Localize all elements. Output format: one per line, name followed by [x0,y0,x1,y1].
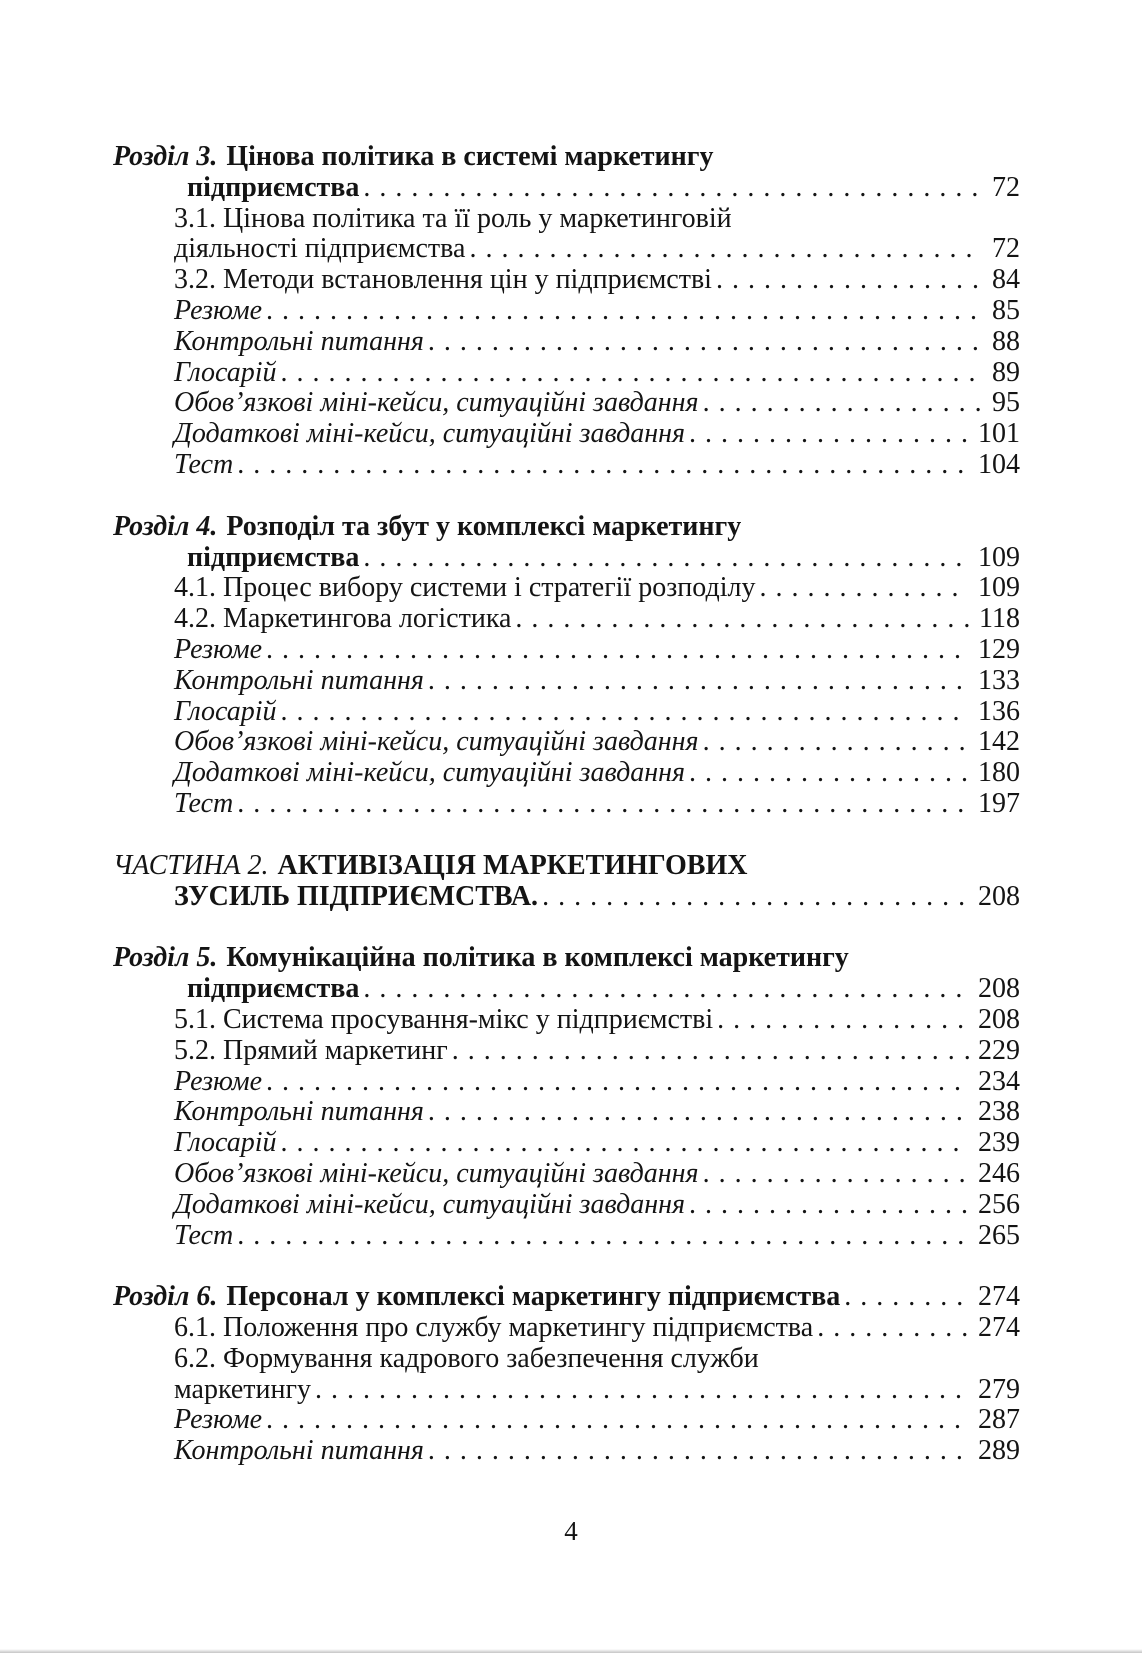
toc-entry-line [174,758,1020,789]
toc-entry-title: Глосарій [174,356,277,388]
toc-entry-line [174,358,1020,389]
toc-entry-title: 5.1. Система просування-мікс у підприємстві [174,1003,714,1035]
toc-entry-line [113,943,1020,974]
toc-page-number: 104 [978,448,1020,480]
toc-entry-title: Резюме [174,1404,263,1436]
toc-entry-line [174,1344,1020,1375]
toc-page-number: 274 [978,1281,1020,1313]
chapter-prefix: Розділ 5. [113,942,218,974]
toc-page-number: 208 [978,1003,1020,1035]
toc-page-number: 136 [978,695,1020,727]
dot-leader [703,1159,969,1190]
toc-page-number: 197 [978,787,1020,819]
toc-page-number: 89 [992,356,1020,388]
chapter-prefix: Розділ 4. [113,510,218,542]
toc-entry-line [174,666,1020,697]
toc-page-number: 229 [978,1034,1020,1066]
dot-leader [515,604,970,635]
toc-entry-line [174,635,1020,666]
dot-leader [428,1436,969,1467]
dot-leader [363,543,969,574]
toc-entry-line [187,974,1020,1005]
toc-entry-title: 4.2. Маркетингова логістика [174,603,512,635]
dot-leader [315,1375,969,1406]
toc-entry-title: Контрольні питання [174,1096,424,1128]
toc-entry-title: Контрольні питання [174,664,424,696]
table-of-contents [0,142,1020,1467]
toc-entry-title: маркетингу [174,1373,311,1405]
toc-entry-title: Розподіл та збут у комплексі маркетингу [226,510,742,542]
toc-entry-title: Додаткові міні-кейси, ситуаційні завдання [174,757,686,789]
toc-entry-title: АКТИВІЗАЦІЯ МАРКЕТИНГОВИХ [277,849,748,881]
toc-page-number: 238 [978,1096,1020,1128]
toc-entry-title: Резюме [174,633,263,665]
dot-leader [237,1221,969,1252]
toc-entry-title: 6.2. Формування кадрового забезпечення служби [174,1342,759,1374]
toc-entry-line [174,450,1020,481]
toc-entry-title: Обов’язкові міні-кейси, ситуаційні завдання [174,387,699,419]
page-bottom-edge [0,1649,1142,1653]
toc-page-number: 84 [992,264,1020,296]
dot-leader [469,234,983,265]
toc-entry-line [174,1221,1020,1252]
toc-entry-line [174,1005,1020,1036]
dot-leader [428,327,983,358]
toc-page-number: 274 [978,1312,1020,1344]
toc-page-number: 279 [978,1373,1020,1405]
toc-page-number: 85 [992,294,1020,326]
dot-leader [266,296,983,327]
toc-page-number: 256 [978,1188,1020,1220]
dot-leader [689,758,969,789]
dot-leader [266,1067,969,1098]
dot-leader [452,1036,969,1067]
toc-entry-title: Контрольні питання [174,325,424,357]
toc-entry-line [187,173,1020,204]
dot-leader [703,388,983,419]
toc-entry-line [174,1128,1020,1159]
toc-entry-line [174,1375,1020,1406]
toc-entry-title: Глосарій [174,1127,277,1159]
toc-page-number: 287 [978,1404,1020,1436]
toc-entry-line [113,851,1020,882]
toc-entry-title: Додаткові міні-кейси, ситуаційні завдання [174,1188,686,1220]
toc-page-number: 101 [978,418,1020,450]
dot-leader [280,697,969,728]
toc-entry-line [174,1036,1020,1067]
toc-block [0,142,1020,481]
toc-page-number: 265 [978,1219,1020,1251]
toc-entry-line [174,1159,1020,1190]
toc-page-number: 109 [978,572,1020,604]
toc-entry-line [113,142,1020,173]
page-footer [0,1516,1142,1546]
toc-block [0,512,1020,820]
toc-page-number: 180 [978,757,1020,789]
toc-entry-line [174,1436,1020,1467]
toc-entry-line [174,204,1020,235]
toc-entry-line [113,512,1020,543]
dot-leader [266,635,969,666]
toc-page-number: 118 [979,603,1020,635]
toc-entry-title: Тест [174,1219,234,1251]
toc-entry-line [174,1190,1020,1221]
dot-leader [844,1282,969,1313]
chapter-prefix: Розділ 3. [113,141,218,172]
toc-entry-line [174,234,1020,265]
toc-page-number: 234 [978,1065,1020,1097]
dot-leader [280,1128,969,1159]
toc-block [0,943,1020,1251]
dot-leader [237,450,969,481]
dot-leader [363,974,969,1005]
toc-entry-line [174,697,1020,728]
toc-entry-title: підприємства [187,541,360,573]
dot-leader [817,1313,969,1344]
dot-leader [266,1405,969,1436]
toc-entry-title: 5.2. Прямий маркетинг [174,1034,448,1066]
toc-entry-title: 3.1. Цінова політика та її роль у маркетинговій [174,202,732,234]
toc-entry-title: підприємства [187,973,360,1005]
toc-page-number: 72 [992,171,1020,203]
toc-entry-line [174,1405,1020,1436]
toc-entry-title: Тест [174,448,234,480]
dot-leader [542,882,969,913]
toc-page-number: 142 [978,726,1020,758]
chapter-prefix: ЧАСТИНА 2. [113,849,269,881]
toc-entry-title: Обов’язкові міні-кейси, ситуаційні завдання [174,1157,699,1189]
toc-entry-line [174,727,1020,758]
toc-entry-title: Контрольні питання [174,1435,424,1467]
toc-entry-line [174,419,1020,450]
toc-block [0,1282,1020,1467]
toc-entry-line [174,604,1020,635]
toc-page-number: 95 [992,387,1020,419]
toc-entry-line [174,1097,1020,1128]
toc-page-number: 289 [978,1435,1020,1467]
toc-block [0,851,1020,913]
toc-page-number: 133 [978,664,1020,696]
dot-leader [428,1097,969,1128]
toc-entry-title: 4.1. Процес вибору системи і стратегії розподілу [174,572,756,604]
toc-page-number: 129 [978,633,1020,665]
toc-entry-title: Цінова політика в системі маркетингу [226,141,714,172]
toc-entry-title: підприємства [187,171,360,203]
toc-entry-title: 3.2. Методи встановлення цін у підприємстві [174,264,712,296]
toc-entry-line [174,882,1020,913]
toc-page-number: 239 [978,1127,1020,1159]
dot-leader [428,666,969,697]
toc-entry-line [174,265,1020,296]
toc-entry-title: діяльності підприємства [174,233,466,265]
toc-page-number: 208 [978,973,1020,1005]
toc-entry-title: ЗУСИЛЬ ПІДПРИЄМСТВА. [174,880,539,912]
dot-leader [703,727,969,758]
toc-entry-title: 6.1. Положення про службу маркетингу підприємства [174,1312,814,1344]
toc-entry-line [187,543,1020,574]
toc-page-number: 109 [978,541,1020,573]
toc-entry-line [174,388,1020,419]
toc-entry-line [174,327,1020,358]
toc-entry-title: Додаткові міні-кейси, ситуаційні завдання [174,418,686,450]
dot-leader [717,1005,969,1036]
toc-entry-title: Тест [174,787,234,819]
toc-entry-title: Глосарій [174,695,277,727]
toc-entry-line [174,573,1020,604]
toc-entry-title: Резюме [174,1065,263,1097]
toc-entry-title: Комунікаційна політика в комплексі маркетингу [226,942,849,974]
toc-entry-line [174,1067,1020,1098]
toc-entry-line [174,789,1020,820]
toc-page-number: 208 [978,880,1020,912]
dot-leader [280,358,983,389]
chapter-prefix: Розділ 6. [113,1281,218,1313]
toc-page-number: 72 [992,233,1020,265]
toc-entry-line [174,1313,1020,1344]
toc-entry-line [174,296,1020,327]
toc-page-number: 246 [978,1157,1020,1189]
dot-leader [237,789,969,820]
dot-leader [689,419,969,450]
dot-leader [759,573,969,604]
dot-leader [716,265,983,296]
dot-leader [363,173,983,204]
toc-page-number: 88 [992,325,1020,357]
toc-entry-title: Резюме [174,294,263,326]
dot-leader [689,1190,969,1221]
toc-entry-title: Персонал у комплексі маркетингу підприємства [226,1281,841,1313]
toc-entry-title: Обов’язкові міні-кейси, ситуаційні завдання [174,726,699,758]
toc-entry-line [113,1282,1020,1313]
footer-page-number: 4 [564,1516,578,1546]
